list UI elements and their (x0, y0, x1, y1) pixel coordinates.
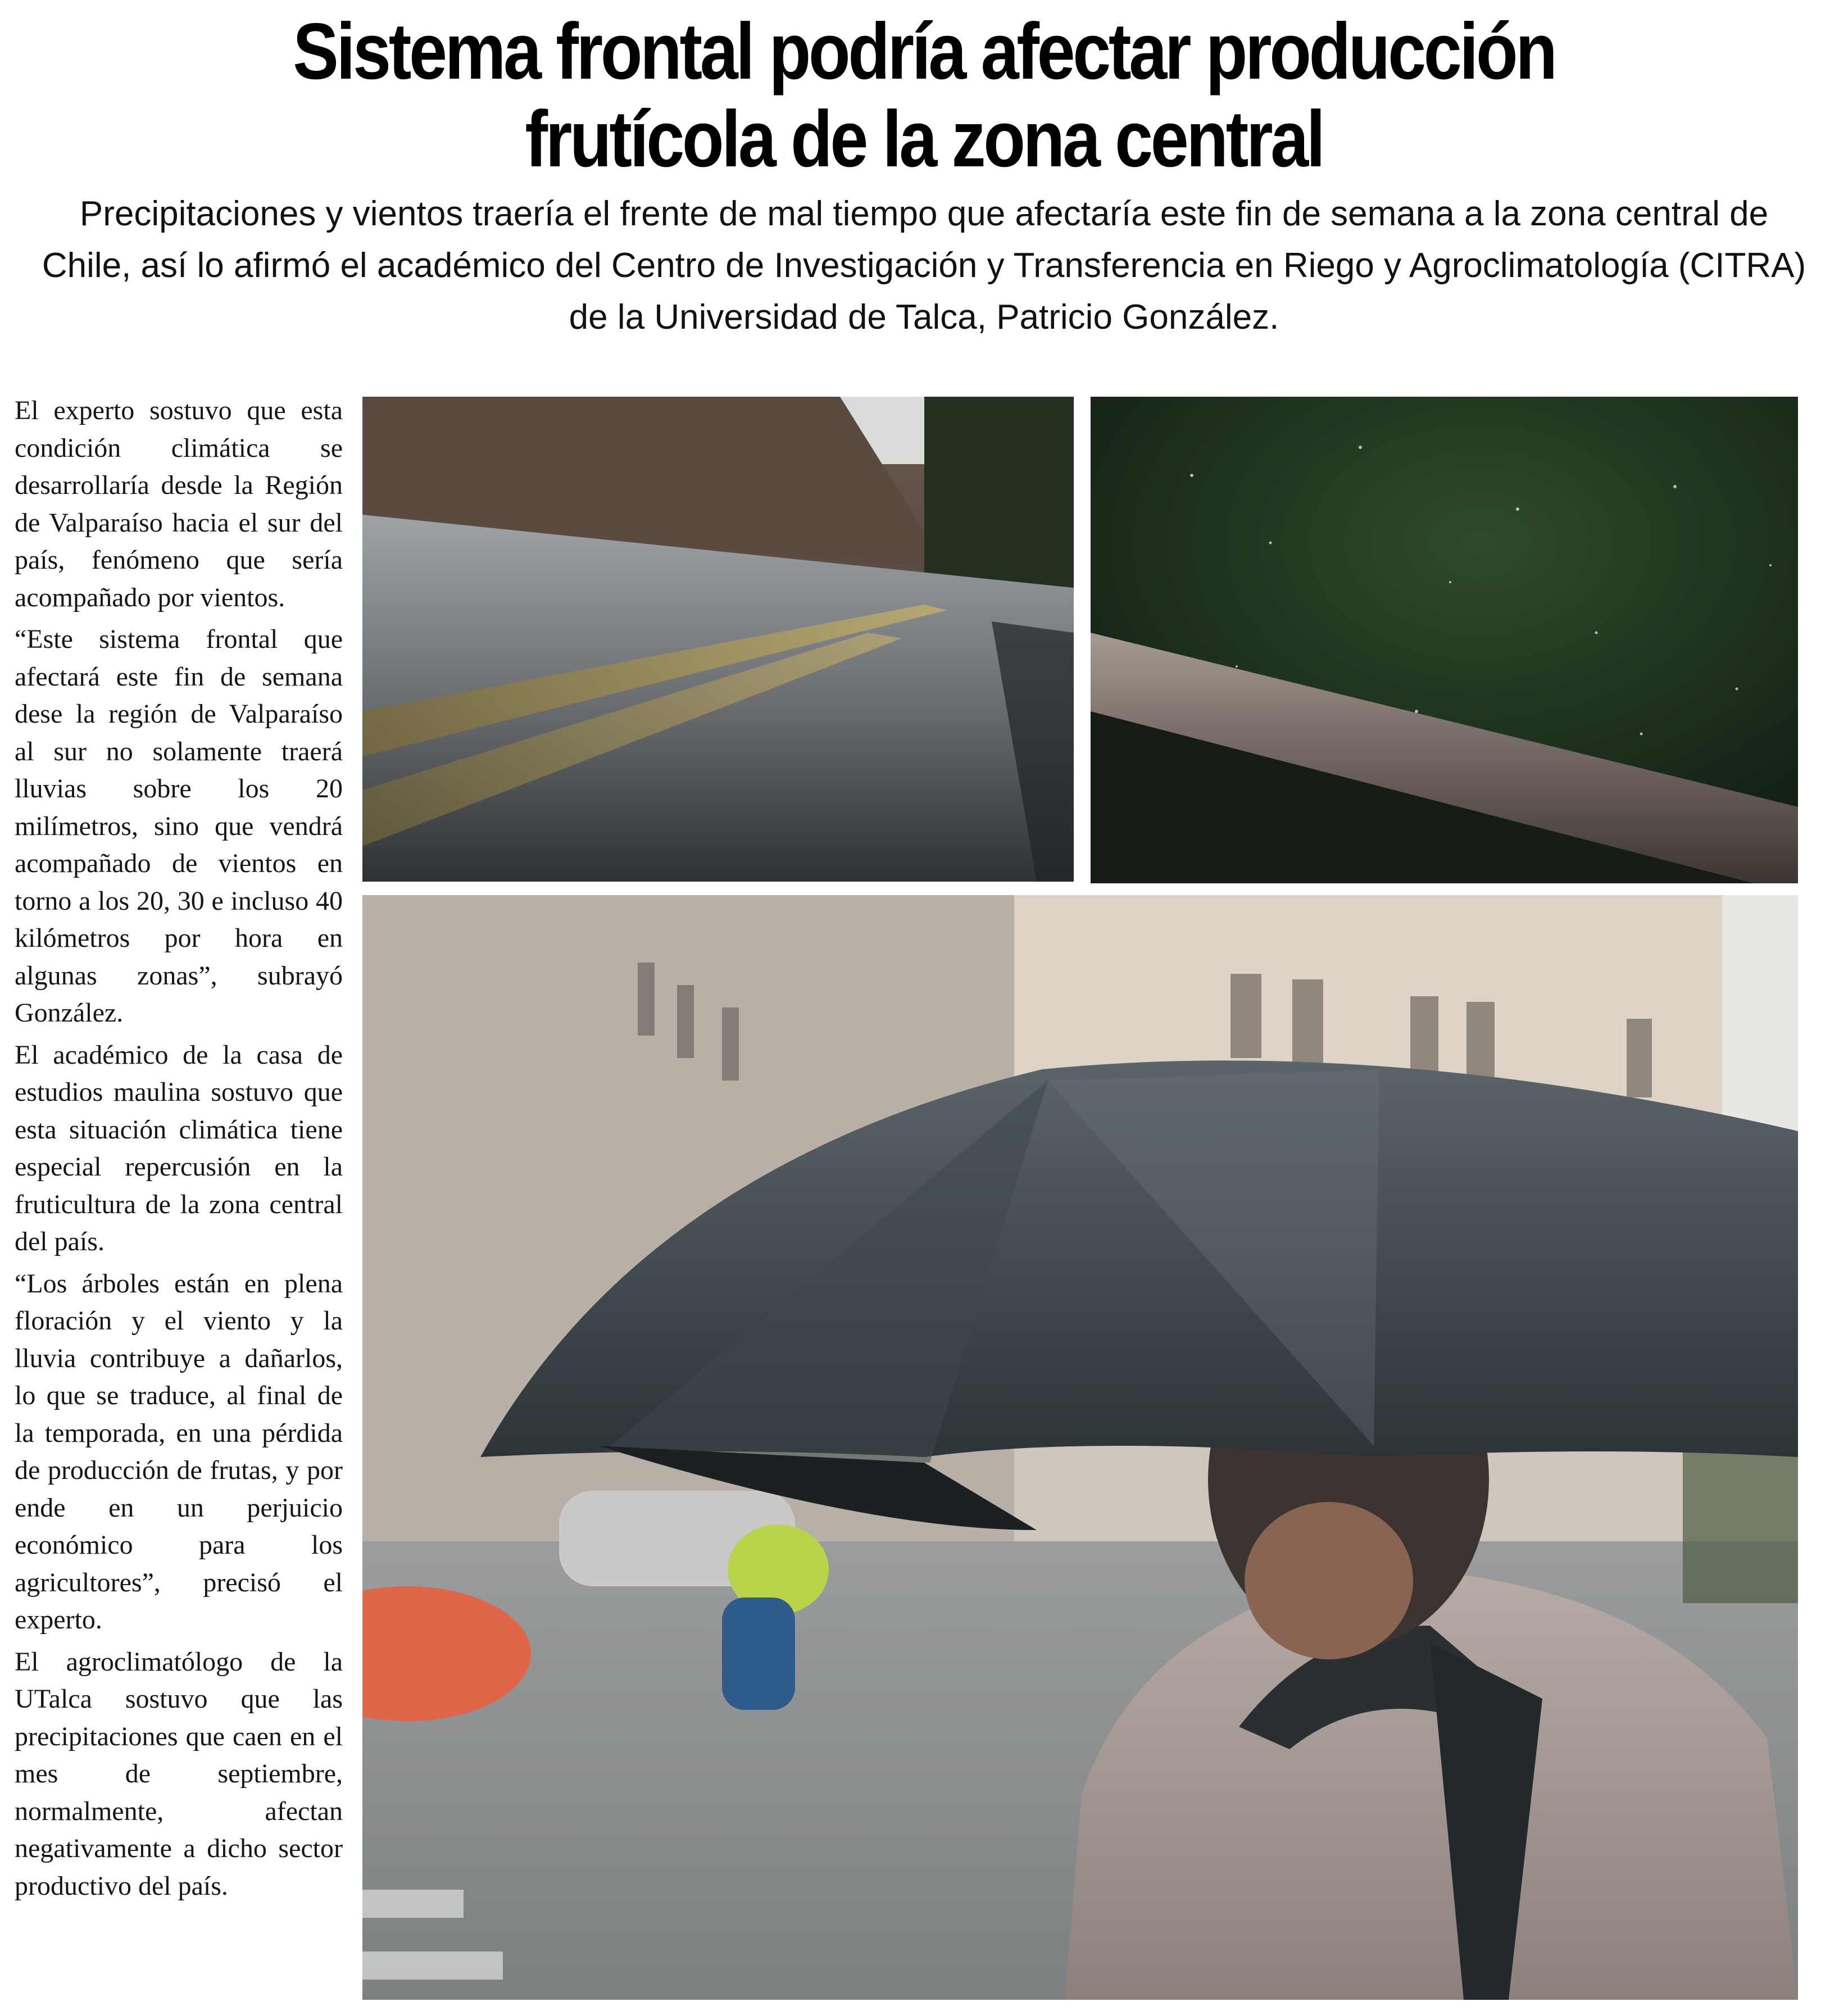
headline-line-1: Sistema frontal podría afectar producción (293, 7, 1555, 96)
rain-railing-photo (1091, 397, 1798, 883)
article-body (15, 392, 343, 1909)
headline (168, 8, 1680, 183)
paragraph-2: “Este sistema frontal que afectará este fin de semana dese la región de Valparaíso al sur no solamente traerá lluvias sobre los 20 milímetros, sino que vendrá acompañado de vientos en torno a los 20, 30 e incluso 40 kilómetros por hora en algunas zonas”, subrayó González. (15, 624, 343, 1028)
paragraph-1: El experto sostuvo que esta condición climática se desarrollaría desde la Región de Valparaíso hacia el sur del país, fenómeno que sería acompañado por vientos. (15, 396, 343, 612)
paragraph-4: “Los árboles están en plena floración y el viento y la lluvia contribuye a dañarlos, lo que se traduce, al final de la temporada, en una pérdida de producción de frutas, y por ende en un perjuicio económico para los agricultores”, precisó el experto. (15, 1268, 343, 1635)
wet-road-photo (362, 397, 1074, 882)
paragraph-5: El agroclimatólogo de la UTalca sostuvo que las precipitaciones que caen en el mes de septiembre, normalmente, afectan negativamente a dicho sector productivo del país. (15, 1646, 343, 1901)
paragraph-3: El académico de la casa de estudios maulina sostuvo que esta situación climática tiene especial repercusión en la fruticultura de la zona central del país. (15, 1040, 343, 1256)
deck: Precipitaciones y vientos traería el frente de mal tiempo que afectaría este fin de semana a la zona central de Chile, así lo afirmó el académico del Centro de Investigación y Transferencia en Riego y Agroclimatología (CITRA) de la Universidad de Talca, Patricio González. (42, 194, 1806, 337)
headline-line-2: frutícola de la zona central (525, 94, 1323, 184)
umbrella-pedestrian-photo (362, 895, 1798, 2000)
